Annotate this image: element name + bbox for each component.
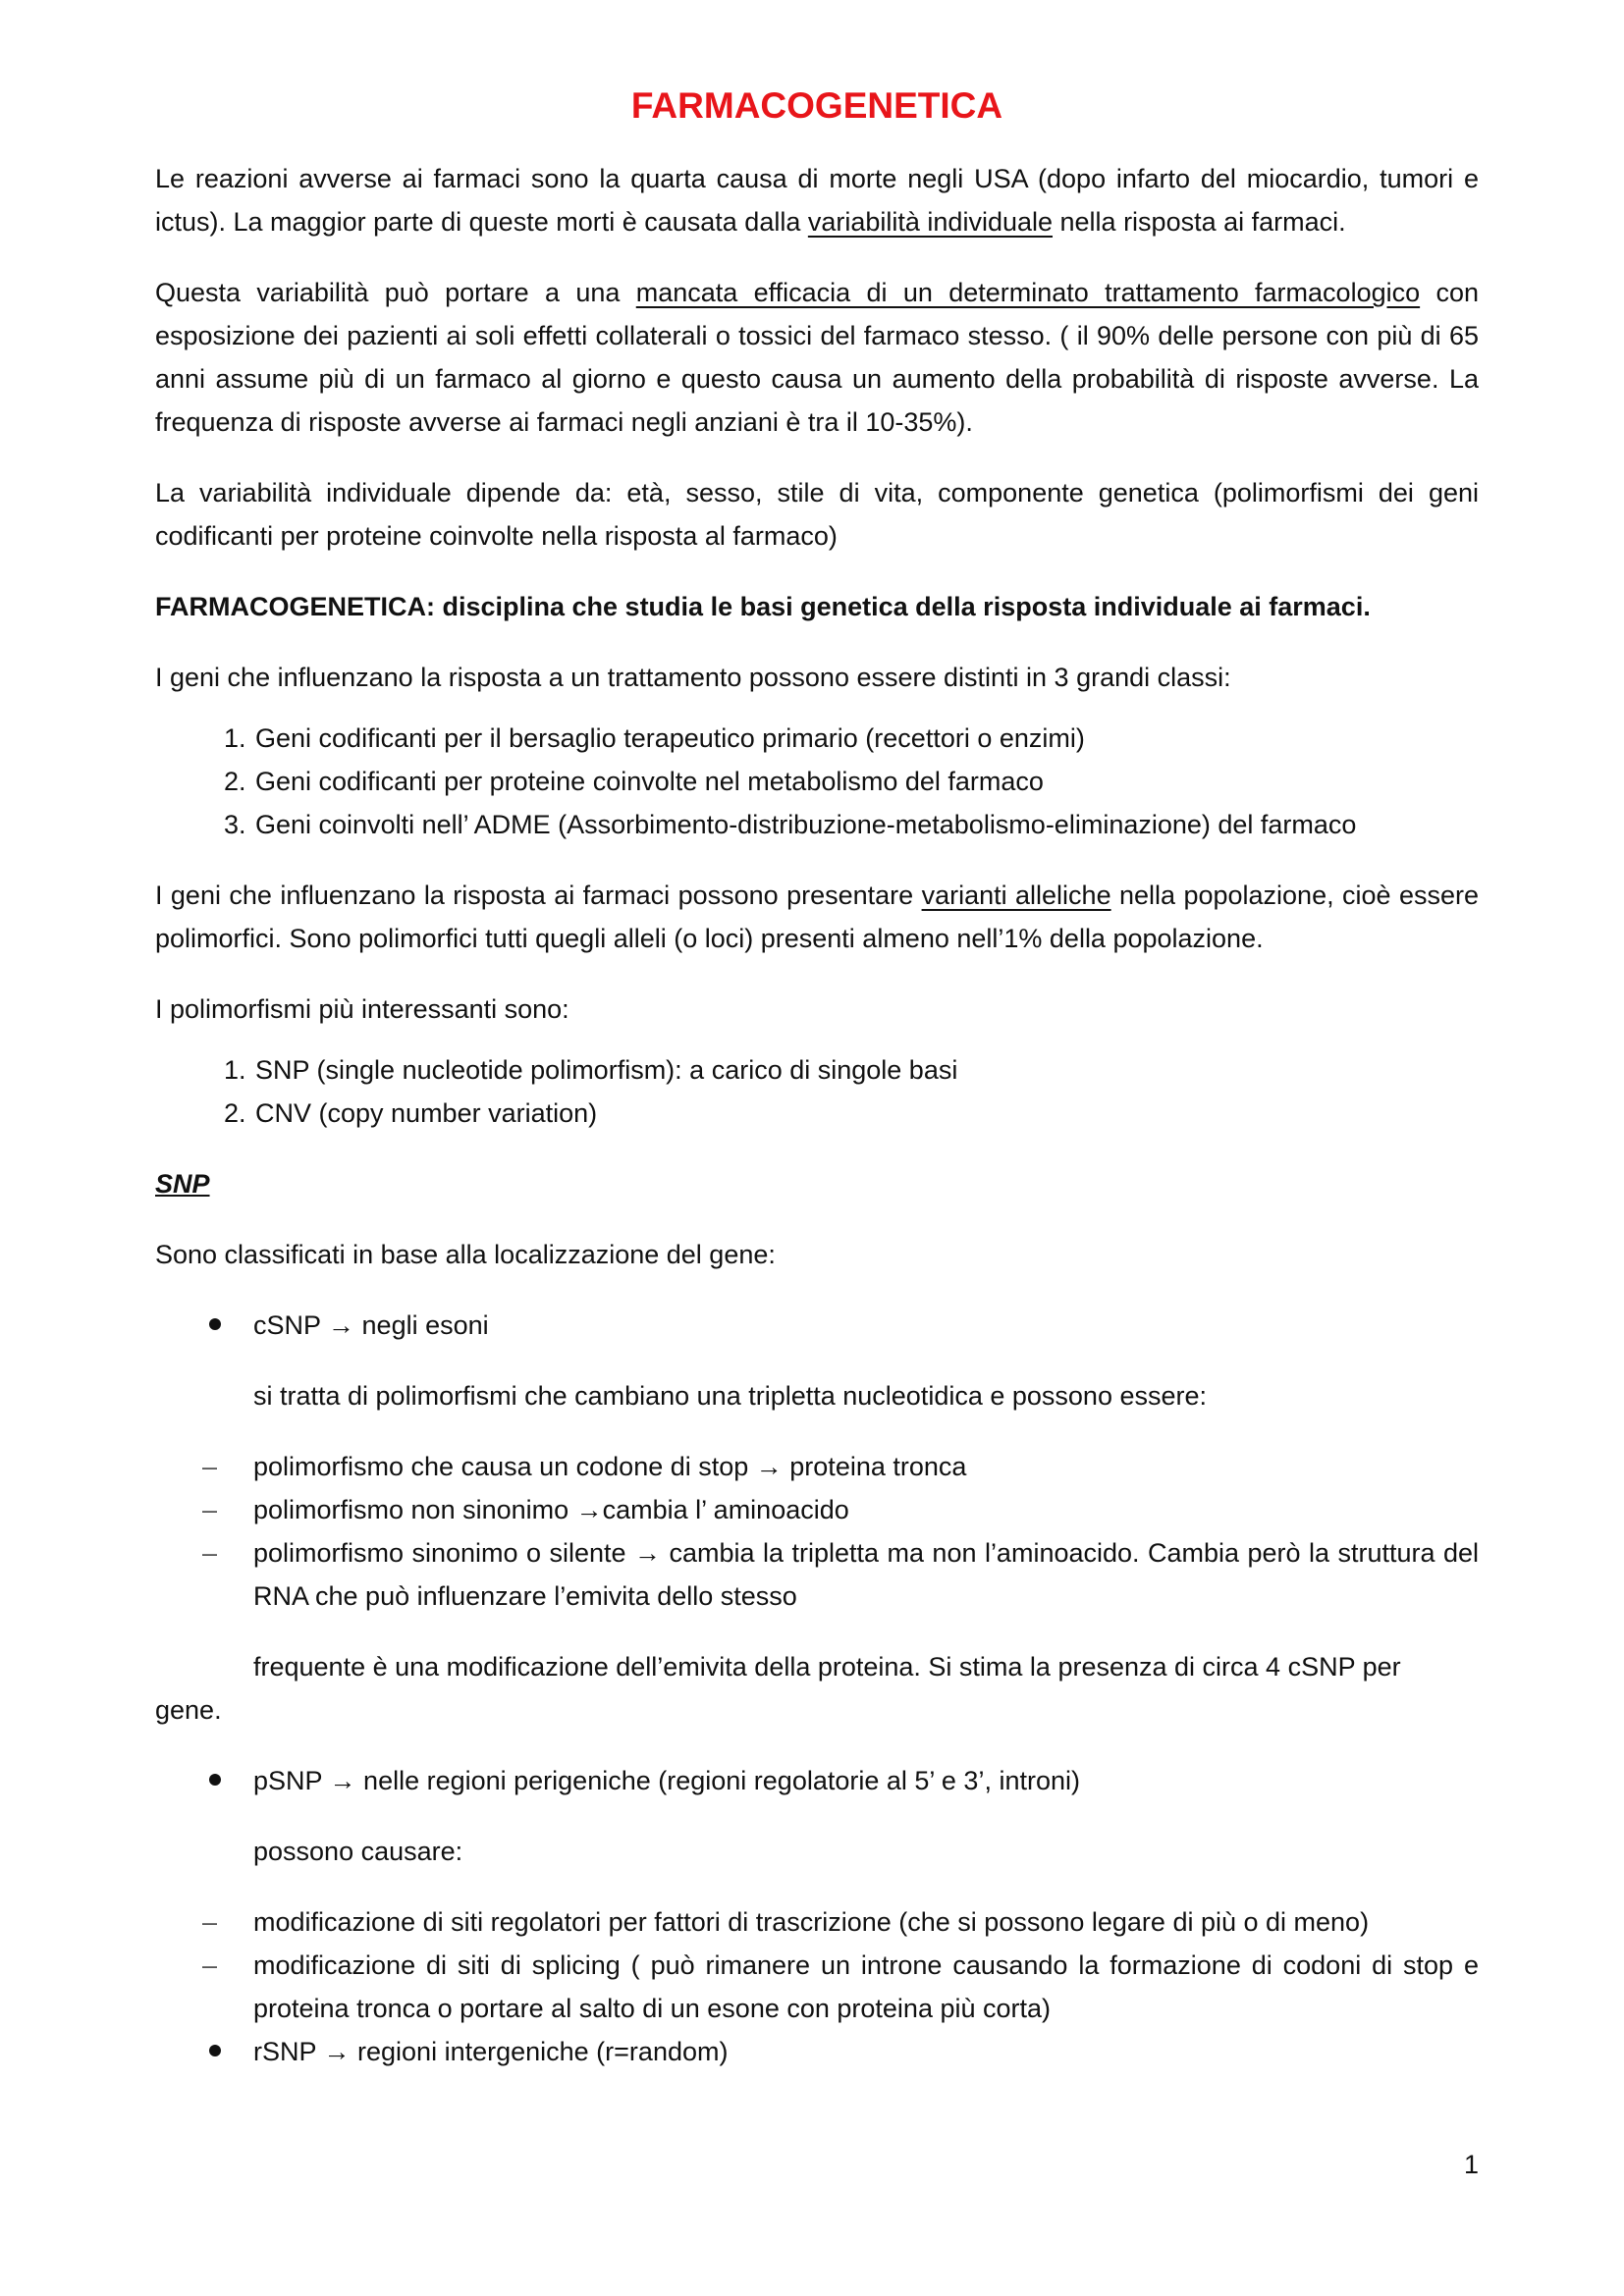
list-item: 1. Geni codificanti per il bersaglio terapeutico primario (recettori o enzimi) — [253, 717, 1479, 760]
bullet-icon — [209, 1774, 221, 1786]
polymorphisms-list — [155, 1048, 1479, 1135]
dash-icon: – — [202, 1538, 218, 1568]
definition-farmacogenetica: FARMACOGENETICA: disciplina che studia le basi genetica della risposta individuale ai farmaci. — [155, 592, 1371, 621]
gene-classes-list — [155, 717, 1479, 846]
paragraph-variability: Questa variabilità può portare a una mancata efficacia di un determinato trattamento farmacologico con esposizione dei pazienti ai soli effetti collaterali o tossici del farmaco stesso. ( il 90% delle persone con più di 65 anni assume più di un farmaco al giorno e questo causa un aumento della probabilità di risposte avverse. La frequenza di risposte avverse ai farmaci negli anziani è tra il 10-35%). — [155, 278, 1479, 437]
list-item-csnp: cSNP → negli esoni si tratta di polimorfismi che cambiano una tripletta nucleotidica e possono essere: – polimorfismo che causa un codone di stop → proteina tronca – polimorfismo non sinonimo →cambia l’ aminoacido – polimorfismo sinonimo o silente → cambia la tripletta ma non l’aminoacido. Cambia però la struttura del RNA che può influenzare l’emivita dello stesso frequente è una modificazione dell’emivita della proteina. Si stima la presenza di circa 4 cSNP per gene. — [155, 1304, 1479, 1732]
dash-icon: – — [202, 1950, 218, 1980]
psnp-intro: possono causare: — [253, 1837, 463, 1866]
list-item: 3. Geni coinvolti nell’ ADME (Assorbimento-distribuzione-metabolismo-eliminazione) del farmaco — [253, 803, 1479, 846]
list-item: – modificazione di siti regolatori per fattori di trascrizione (che si possono legare di più o di meno) — [155, 1900, 1479, 1944]
list-item: – polimorfismo sinonimo o silente → cambia la tripletta ma non l’aminoacido. Cambia però la struttura del RNA che può influenzare l’emivita dello stesso — [155, 1531, 1479, 1618]
csnp-intro: si tratta di polimorfismi che cambiano una tripletta nucleotidica e possono essere: — [253, 1381, 1207, 1411]
list-item: – polimorfismo che causa un codone di stop → proteina tronca — [155, 1445, 1479, 1488]
list-item: 2. Geni codificanti per proteine coinvolte nel metabolismo del farmaco — [253, 760, 1479, 803]
csnp-items — [155, 1445, 1479, 1618]
underlined-term: variabilità individuale — [807, 207, 1054, 237]
list-item: 2. CNV (copy number variation) — [253, 1092, 1479, 1135]
underlined-term: varianti alleliche — [921, 881, 1111, 910]
paragraph-classes-intro: I geni che influenzano la risposta a un trattamento possono essere distinti in 3 grandi classi: — [155, 663, 1231, 692]
paragraph-factors: La variabilità individuale dipende da: età, sesso, stile di vita, componente genetica (polimorfismi dei geni codificanti per proteine coinvolte nella risposta al farmaco) — [155, 478, 1479, 551]
paragraph-classification: Sono classificati in base alla localizzazione del gene: — [155, 1240, 776, 1269]
list-item-rsnp: rSNP → regioni intergeniche (r=random) — [155, 2030, 1479, 2073]
document-page — [155, 77, 1479, 2101]
paragraph-polymorphisms-intro: I polimorfismi più interessanti sono: — [155, 994, 569, 1024]
list-item: – modificazione di siti di splicing ( può rimanere un introne causando la formazione di codoni di stop e proteina tronca o portare al salto di un esone con proteina più corta) — [155, 1944, 1479, 2030]
page-title: FARMACOGENETICA — [630, 85, 1003, 126]
dash-icon: – — [202, 1907, 218, 1937]
dash-icon: – — [202, 1495, 218, 1524]
snp-types-list — [155, 1304, 1479, 2073]
section-heading-snp: SNP — [155, 1169, 210, 1199]
list-item: – polimorfismo non sinonimo →cambia l’ aminoacido — [155, 1488, 1479, 1531]
csnp-note: frequente è una modificazione dell’emivita della proteina. Si stima la presenza di circa 4 cSNP per gene. — [155, 1652, 1401, 1725]
psnp-items — [155, 1900, 1479, 2030]
underlined-term: mancata efficacia di un determinato trattamento farmacologico — [635, 278, 1421, 307]
bullet-icon — [209, 2045, 221, 2056]
list-item: 1. SNP (single nucleotide polimorfism): a carico di singole basi — [253, 1048, 1479, 1092]
bullet-icon — [209, 1318, 221, 1330]
list-item-psnp: pSNP → nelle regioni perigeniche (regioni regolatorie al 5’ e 3’, introni) possono causare: – modificazione di siti regolatori per fattori di trascrizione (che si possono legare di più o di meno) – modificazione di siti di splicing ( può rimanere un introne causando la formazione di codoni di stop e proteina tronca o portare al salto di un esone con proteina più corta) — [155, 1759, 1479, 2030]
dash-icon: – — [202, 1452, 218, 1481]
page-number: 1 — [1463, 2150, 1479, 2179]
paragraph-alleles: I geni che influenzano la risposta ai farmaci possono presentare varianti alleliche nella popolazione, cioè essere polimorfici. Sono polimorfici tutti quegli alleli (o loci) presenti almeno nell’1% della popolazione. — [155, 881, 1479, 953]
paragraph-intro: Le reazioni avverse ai farmaci sono la quarta causa di morte negli USA (dopo infarto del miocardio, tumori e ictus). La maggior parte di queste morti è causata dalla variabilità individuale nella risposta ai farmaci. — [155, 164, 1479, 237]
